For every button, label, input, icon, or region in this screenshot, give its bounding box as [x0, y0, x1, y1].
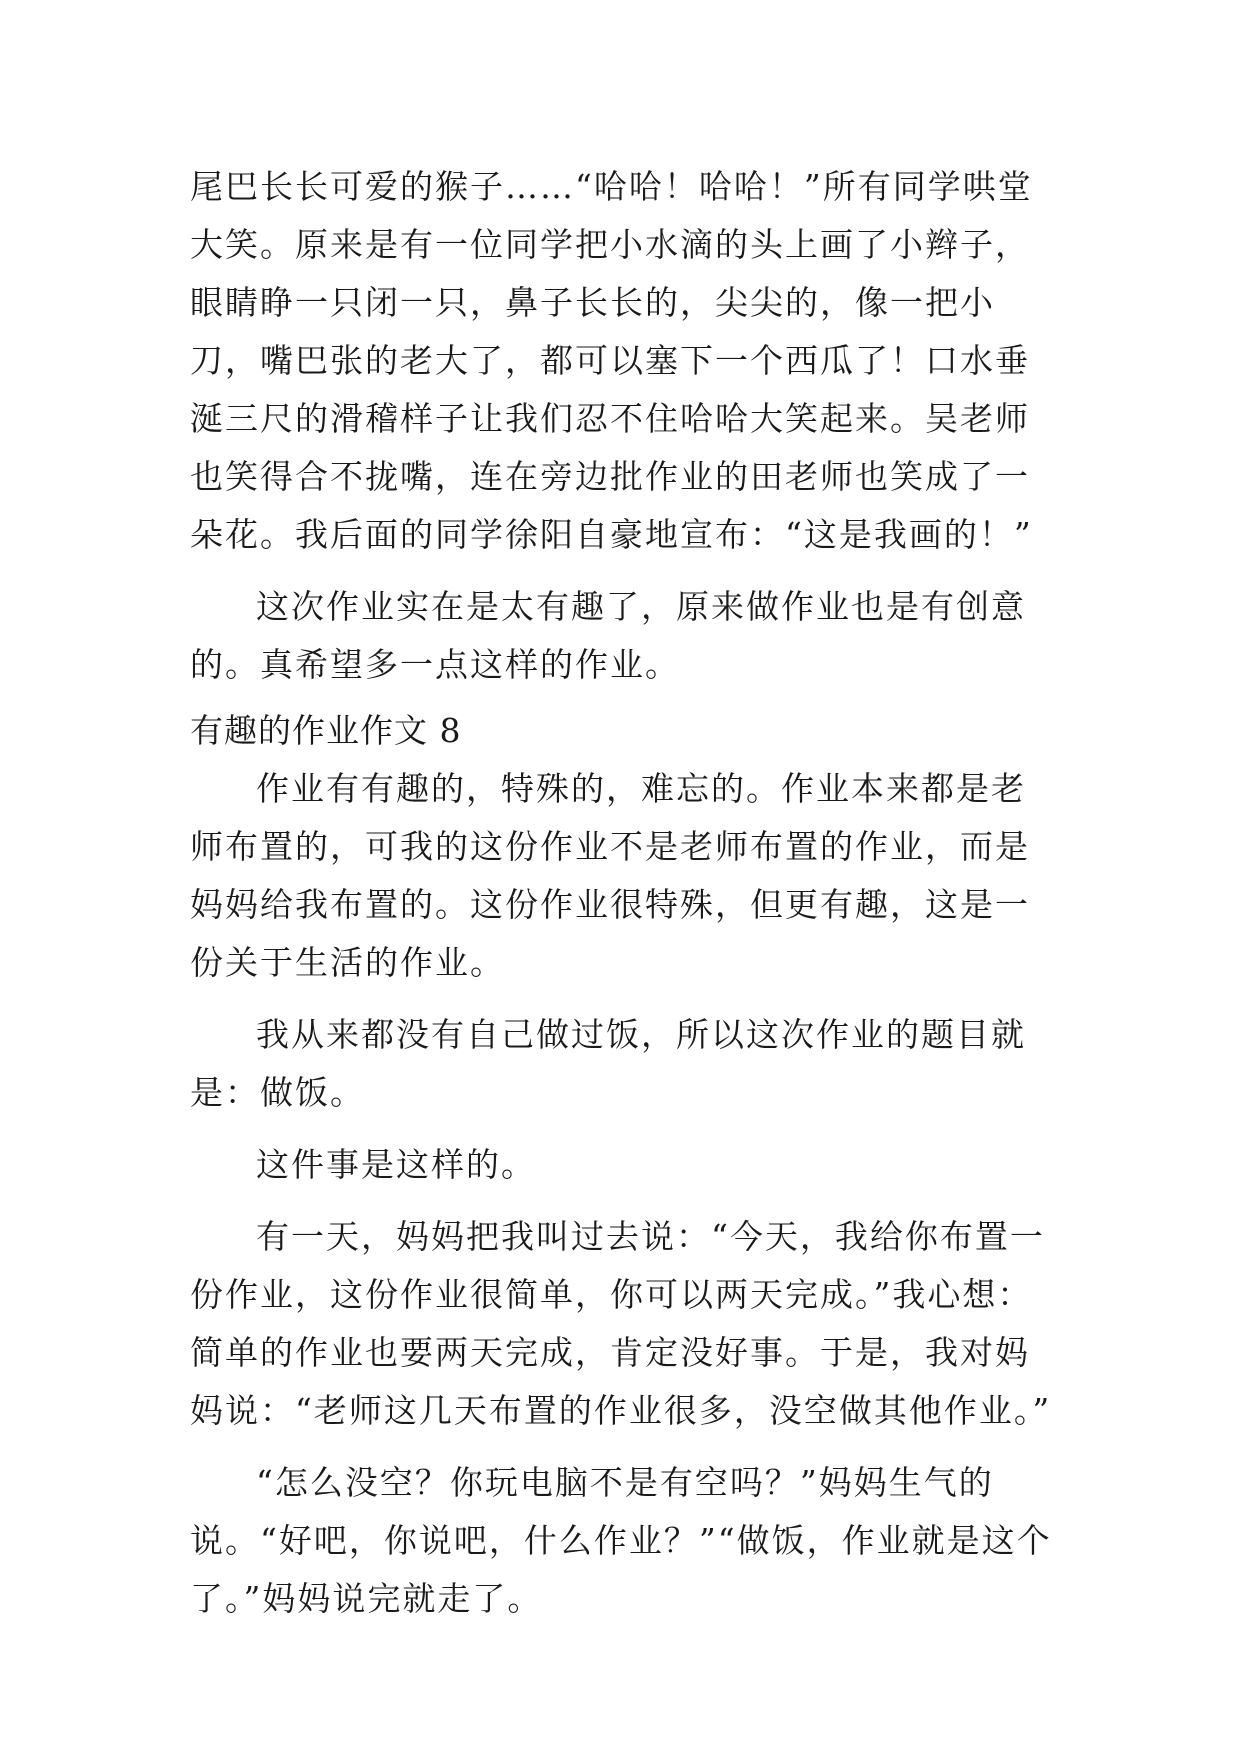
- document-body: [190, 158, 1060, 1628]
- paragraph: 这件事是这样的。: [256, 1145, 536, 1184]
- paragraph: “怎么没空？你玩电脑不是有空吗？”妈妈生气的说。“好吧，你说吧，什么作业？”“做饭，作业就是这个了。”妈妈说完就走了。: [190, 1463, 1052, 1618]
- paragraph: 我从来都没有自己做过饭，所以这次作业的题目就是：做饭。: [190, 1015, 1026, 1112]
- paragraph: 作业有有趣的，特殊的，难忘的。作业本来都是老师布置的，可我的这份作业不是老师布置的作业，而是妈妈给我布置的。这份作业很特殊，但更有趣，这是一份关于生活的作业。: [190, 769, 1030, 982]
- paragraph: 尾巴长长可爱的猴子……“哈哈！哈哈！”所有同学哄堂大笑。原来是有一位同学把小水滴的头上画了小辫子，眼睛睁一只闭一只，鼻子长长的，尖尖的，像一把小刀，嘴巴张的老大了，都可以塞下一个西瓜了！口水垂涎三尺的滑稽样子让我们忍不住哈哈大笑起来。吴老师也笑得合不拢嘴，连在旁边批作业的田老师也笑成了一朵花。我后面的同学徐阳自豪地宣布：“这是我画的！”: [190, 167, 1033, 554]
- paragraph: 有一天，妈妈把我叫过去说：“今天，我给你布置一份作业，这份作业很简单，你可以两天完成。”我心想：简单的作业也要两天完成，肯定没好事。于是，我对妈妈说：“老师这几天布置的作业很多，没空做其他作业。”: [190, 1217, 1052, 1430]
- section-heading: 有趣的作业作文 8: [190, 711, 462, 750]
- paragraph: 这次作业实在是太有趣了，原来做作业也是有创意的。真希望多一点这样的作业。: [190, 587, 1026, 684]
